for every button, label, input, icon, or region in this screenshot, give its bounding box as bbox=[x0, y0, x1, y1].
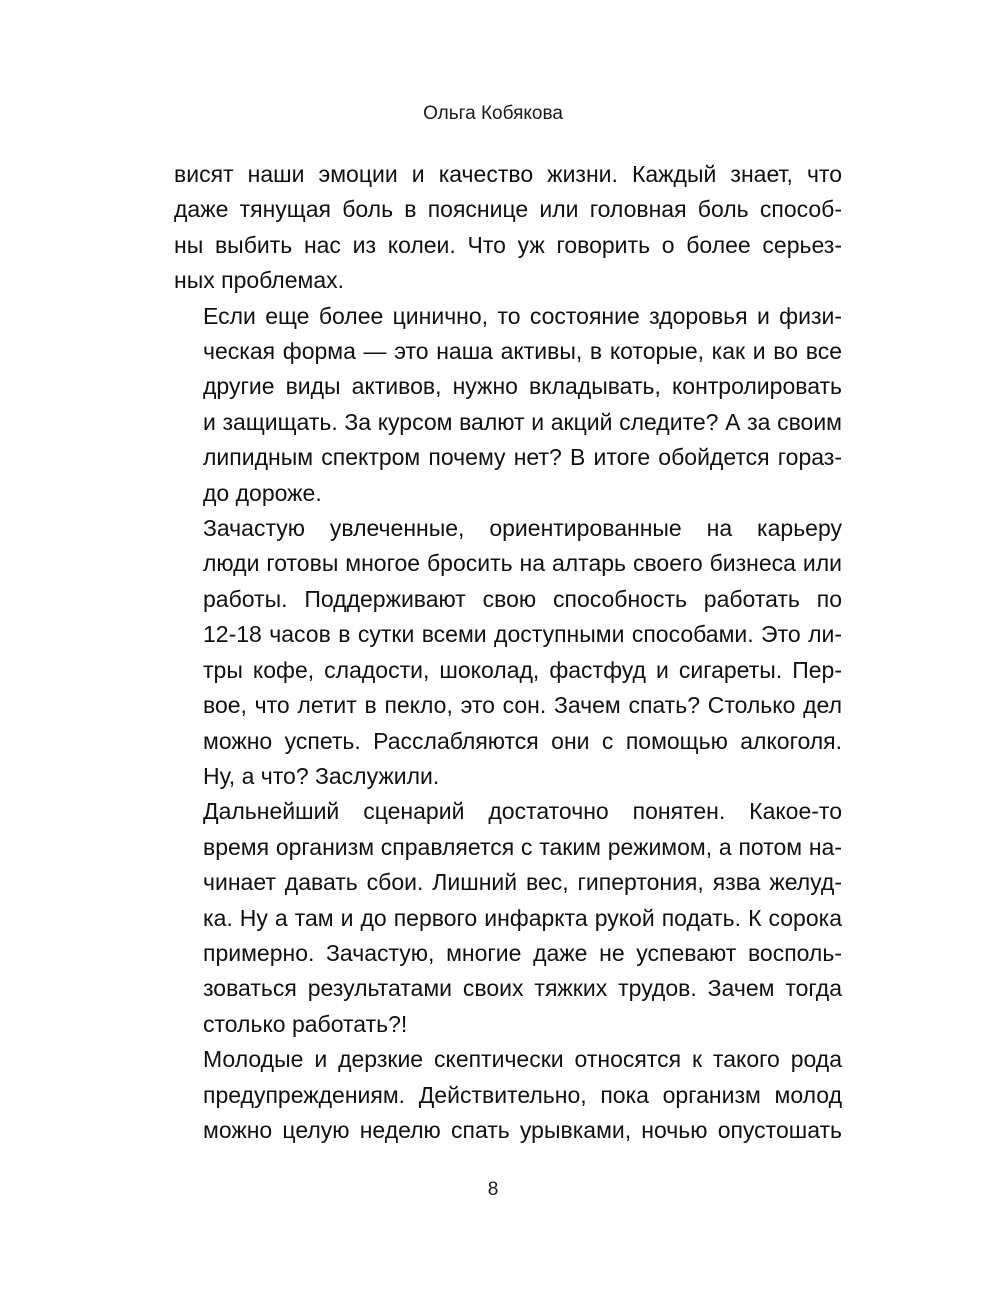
text-line: люди готовы многое бросить на алтарь своего бизнеса или bbox=[203, 550, 842, 577]
text-line: столько работать?! bbox=[203, 1010, 408, 1037]
text-line: Зачастую увлеченные, ориентированные на карьеру bbox=[203, 515, 842, 542]
text-line: Молодые и дерзкие скептически относятся к такого рода bbox=[203, 1046, 842, 1073]
text-line: можно успеть. Расслабляются они с помощью алкоголя. bbox=[203, 727, 842, 754]
text-line: примерно. Зачастую, многие даже не успевают восполь- bbox=[203, 939, 842, 966]
text-line: другие виды активов, нужно вкладывать, контролировать bbox=[203, 373, 842, 400]
text-line: ка. Ну а там и до первого инфаркта рукой подать. К сорока bbox=[203, 904, 842, 931]
paragraph-5 bbox=[174, 1042, 842, 1148]
page-number: 8 bbox=[487, 1179, 499, 1200]
text-line: чинает давать сбои. Лишний вес, гипертония, язва желуд- bbox=[203, 869, 842, 896]
text-line: и защищать. За курсом валют и акций следите? А за своим bbox=[203, 408, 842, 435]
text-line: тры кофе, сладости, шоколад, фастфуд и сигареты. Пер- bbox=[203, 656, 842, 683]
text-line: до дороже. bbox=[203, 479, 322, 506]
text-line: ны выбить нас из колеи. Что уж говорить о более серьез- bbox=[174, 231, 842, 258]
text-line: Ну, а что? Заслужили. bbox=[203, 762, 440, 789]
text-line: зоваться результатами своих тяжких трудов. Зачем тогда bbox=[203, 975, 842, 1002]
text-line: даже тянущая боль в пояснице или головная боль способ- bbox=[174, 196, 842, 223]
text-line: можно целую неделю спать урывками, ночью опустошать bbox=[203, 1116, 842, 1143]
paragraph-2 bbox=[174, 299, 842, 511]
paragraph-4 bbox=[174, 794, 842, 1042]
running-header-author: Ольга Кобякова bbox=[423, 103, 563, 124]
text-line: вое, что летит в пекло, это сон. Зачем спать? Столько дел bbox=[203, 692, 842, 719]
text-line: Если еще более цинично, то состояние здоровья и физи- bbox=[203, 302, 842, 329]
body-text bbox=[174, 157, 842, 1148]
text-line: предупреждениям. Действительно, пока организм молод bbox=[203, 1081, 842, 1108]
text-line: ных проблемах. bbox=[174, 267, 345, 294]
text-line: работы. Поддерживают свою способность работать по bbox=[203, 585, 842, 612]
text-line: висят наши эмоции и качество жизни. Каждый знает, что bbox=[174, 161, 842, 187]
paragraph-3 bbox=[174, 511, 842, 794]
text-line: Дальнейший сценарий достаточно понятен. Какое-то bbox=[203, 798, 842, 825]
text-line: время организм справляется с таким режимом, а потом на- bbox=[203, 833, 842, 860]
paragraph-1 bbox=[174, 157, 842, 299]
text-line: 12-18 часов в сутки всеми доступными способами. Это ли- bbox=[203, 621, 842, 648]
text-line: ческая форма — это наша активы, в которые, как и во все bbox=[203, 338, 842, 365]
text-line: липидным спектром почему нет? В итоге обойдется гораз- bbox=[203, 444, 842, 471]
